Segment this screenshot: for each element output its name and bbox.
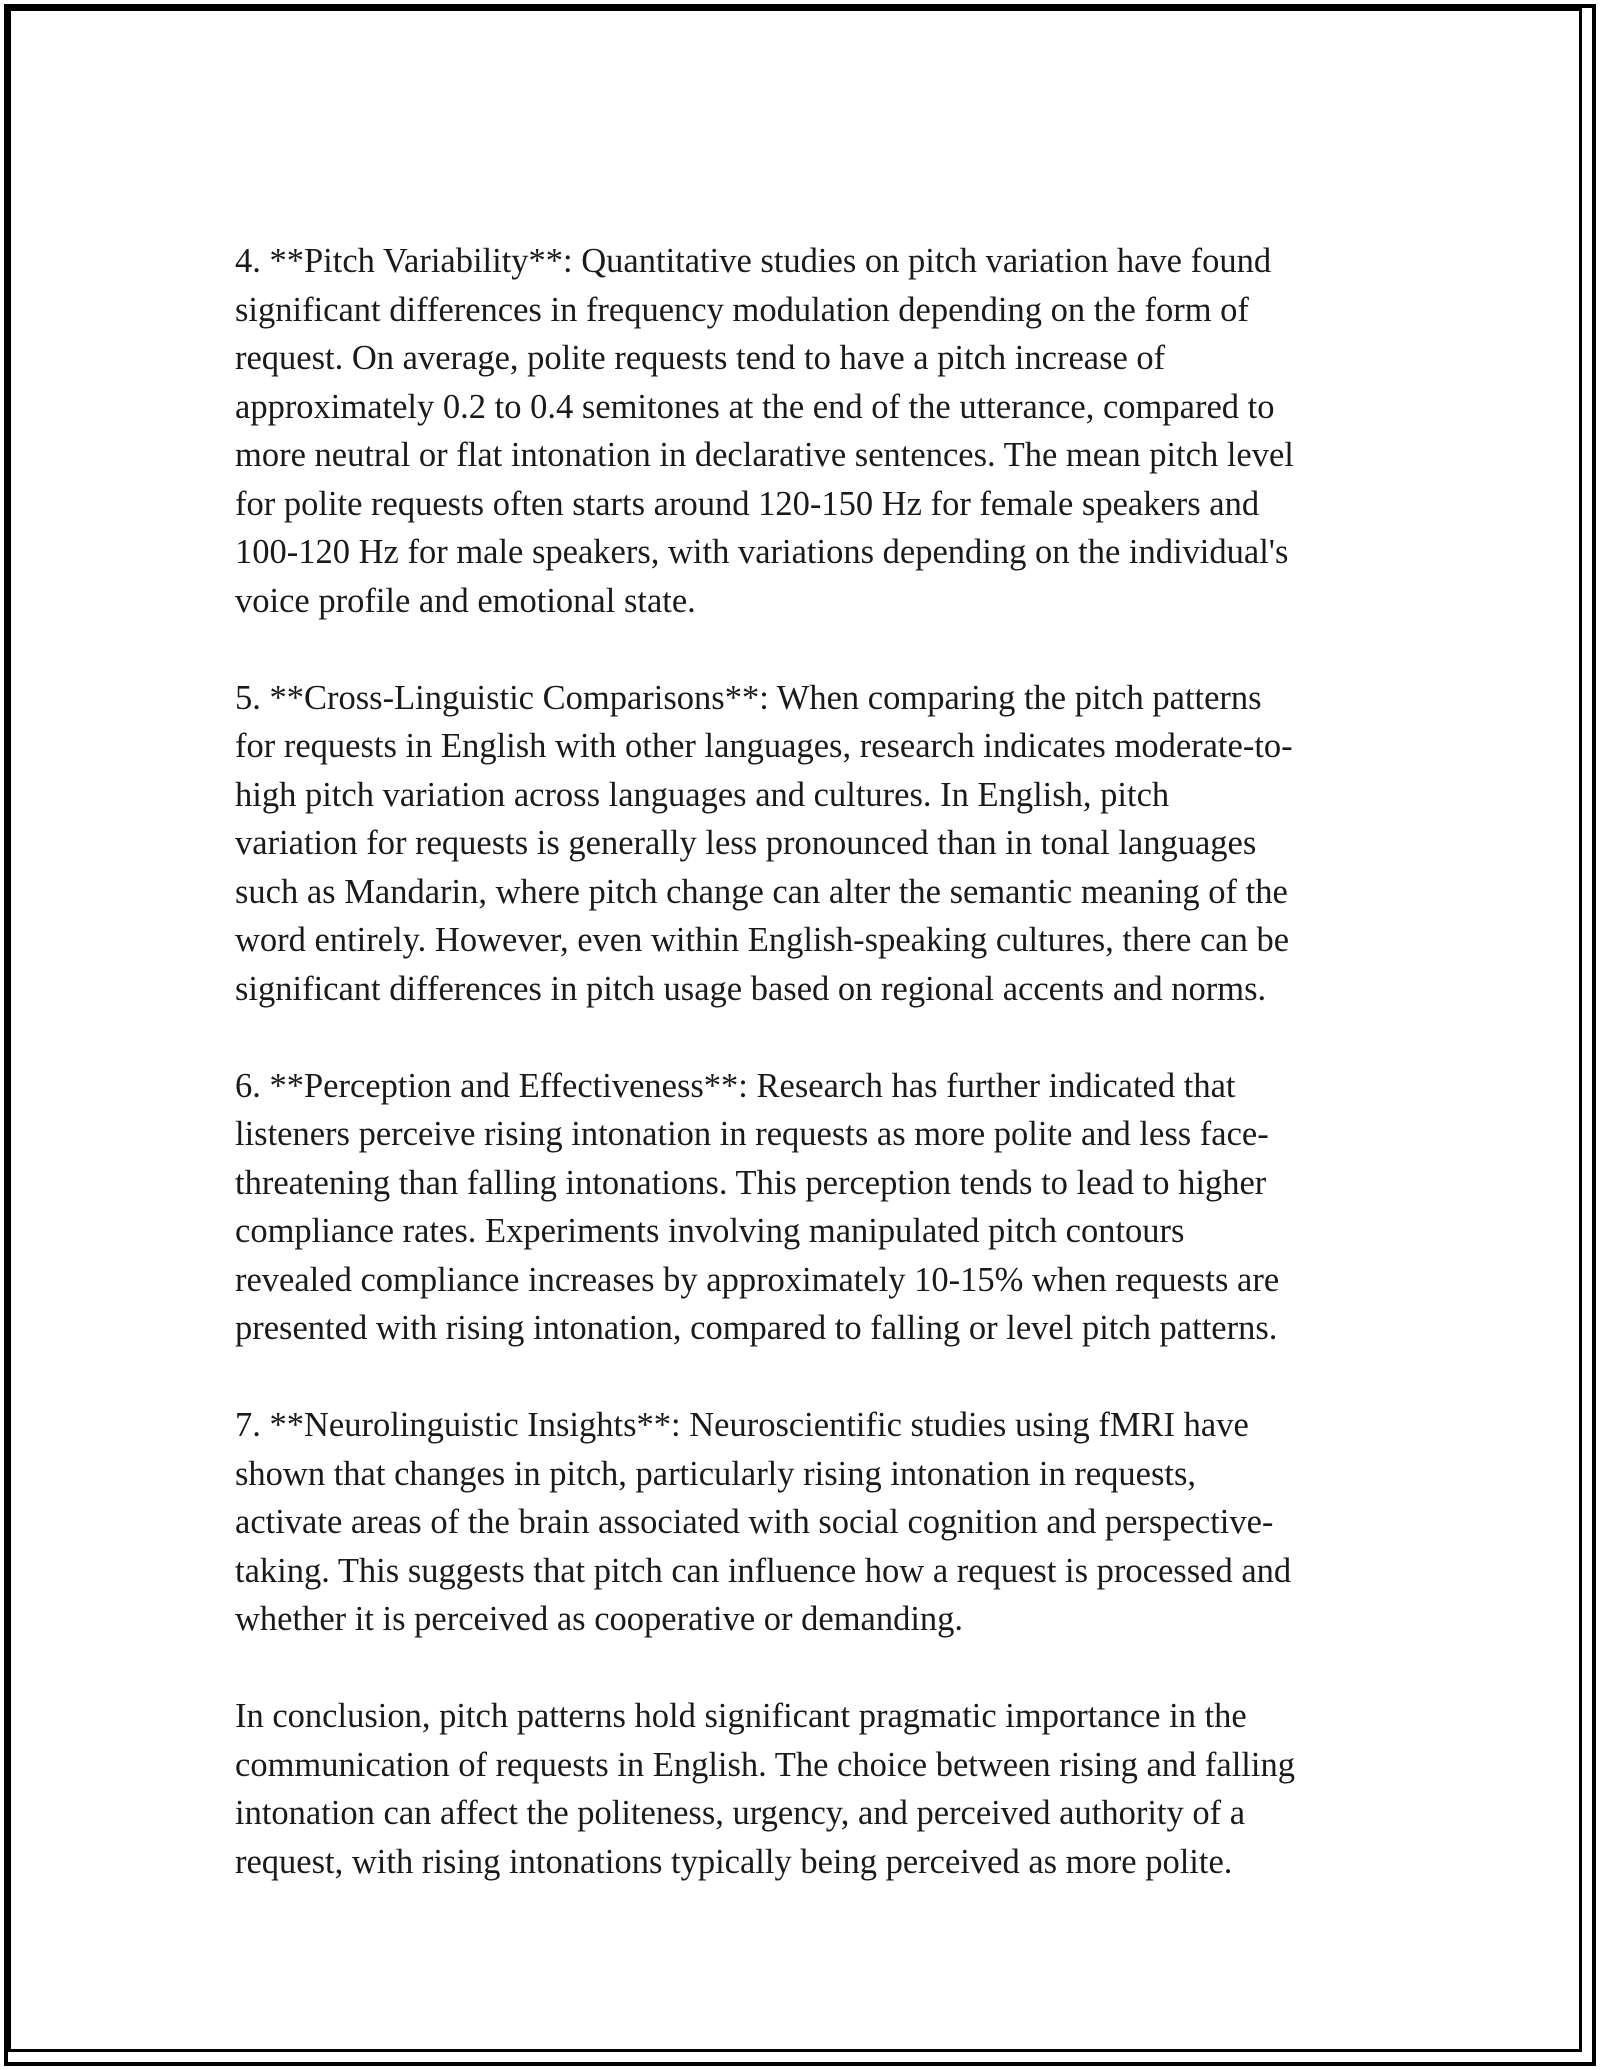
text-line: voice profile and emotional state.: [235, 581, 696, 620]
text-line: such as Mandarin, where pitch change can alter the semantic meaning of the: [235, 872, 1288, 911]
text-line: for polite requests often starts around 120-150 Hz for female speakers and: [235, 484, 1260, 523]
paragraph-conclusion: [235, 1692, 1385, 1886]
text-line: revealed compliance increases by approximately 10-15% when requests are: [235, 1260, 1280, 1299]
text-line: request, with rising intonations typically being perceived as more polite.: [235, 1842, 1233, 1881]
text-line: listeners perceive rising intonation in requests as more polite and less face-: [235, 1115, 1269, 1153]
text-line: word entirely. However, even within English-speaking cultures, there can be: [235, 921, 1290, 959]
text-line: high pitch variation across languages and cultures. In English, pitch: [235, 775, 1170, 814]
text-line: intonation can affect the politeness, urgency, and perceived authority of a: [235, 1794, 1246, 1832]
text-line: 6. **Perception and Effectiveness**: Research has further indicated that: [235, 1066, 1236, 1105]
text-line: approximately 0.2 to 0.4 semitones at the end of the utterance, compared to: [235, 387, 1275, 426]
text-line: 5. **Cross-Linguistic Comparisons**: When comparing the pitch patterns: [235, 678, 1262, 717]
text-line: 4. **Pitch Variability**: Quantitative studies on pitch variation have found: [235, 242, 1272, 280]
text-line: communication of requests in English. The choice between rising and falling: [235, 1745, 1295, 1784]
paragraph-perception-effectiveness: [235, 1062, 1385, 1353]
text-line: taking. This suggests that pitch can influence how a request is processed and: [235, 1551, 1292, 1590]
text-line: shown that changes in pitch, particularly rising intonation in requests,: [235, 1454, 1197, 1493]
text-line: for requests in English with other languages, research indicates moderate-to-: [235, 727, 1293, 765]
text-line: significant differences in frequency modulation depending on the form of: [235, 290, 1249, 329]
document-body: [235, 237, 1385, 1935]
text-line: significant differences in pitch usage based on regional accents and norms.: [235, 969, 1267, 1008]
paragraph-pitch-variability: [235, 237, 1385, 625]
text-line: 7. **Neurolinguistic Insights**: Neuroscientific studies using fMRI have: [235, 1406, 1249, 1444]
text-line: 100-120 Hz for male speakers, with variations depending on the individual's: [235, 533, 1289, 571]
text-line: whether it is perceived as cooperative or demanding.: [235, 1600, 964, 1638]
text-line: threatening than falling intonations. This perception tends to lead to higher: [235, 1163, 1267, 1202]
paragraph-cross-linguistic: [235, 674, 1385, 1014]
text-line: compliance rates. Experiments involving manipulated pitch contours: [235, 1212, 1185, 1250]
text-line: more neutral or flat intonation in declarative sentences. The mean pitch level: [235, 436, 1294, 474]
text-line: variation for requests is generally less pronounced than in tonal languages: [235, 824, 1257, 862]
paragraph-neurolinguistic: [235, 1401, 1385, 1644]
text-line: presented with rising intonation, compared to falling or level pitch patterns.: [235, 1309, 1278, 1347]
text-line: activate areas of the brain associated with social cognition and perspective-: [235, 1503, 1274, 1541]
text-line: request. On average, polite requests tend to have a pitch increase of: [235, 339, 1166, 377]
text-line: In conclusion, pitch patterns hold significant pragmatic importance in the: [235, 1697, 1247, 1735]
